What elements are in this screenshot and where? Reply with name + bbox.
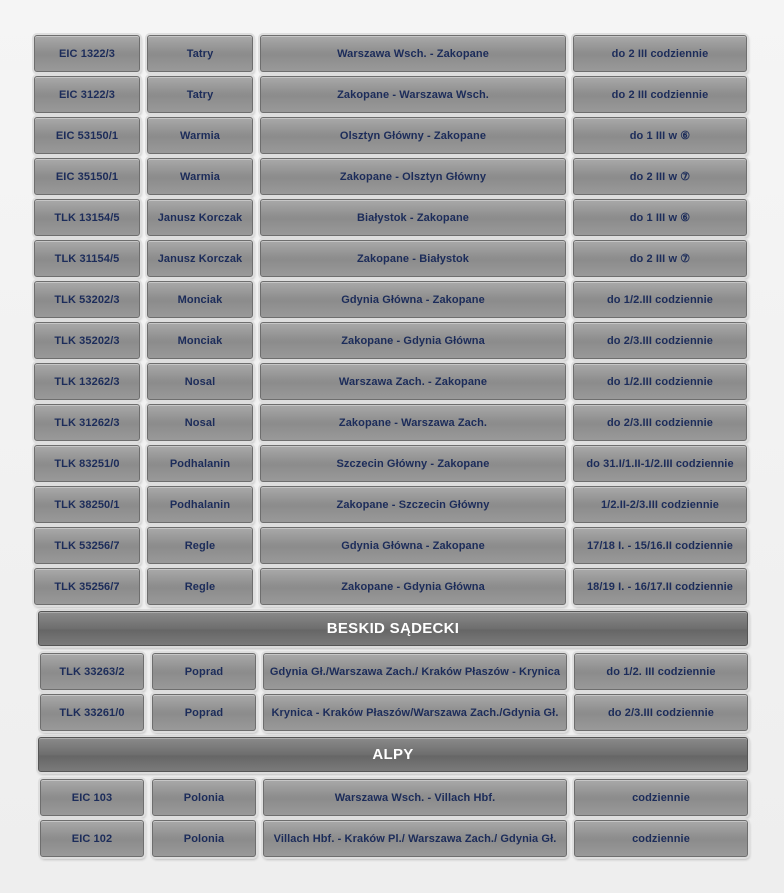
dates-cell: do 2/3.III codziennie — [573, 404, 747, 441]
beskid-sadecki-section — [31, 651, 751, 733]
route-cell: Zakopane - Gdynia Główna — [260, 568, 566, 605]
route-cell: Warszawa Zach. - Zakopane — [260, 363, 566, 400]
train-timetable — [31, 33, 751, 859]
dates-cell: do 2 III w ⑦ — [573, 158, 747, 195]
train-name-cell: Regle — [147, 527, 253, 564]
alpy-section — [31, 777, 751, 859]
table-row — [31, 115, 751, 156]
table-row — [31, 197, 751, 238]
route-cell: Zakopane - Gdynia Główna — [260, 322, 566, 359]
train-number-cell: TLK 13262/3 — [34, 363, 140, 400]
table-row — [31, 279, 751, 320]
dates-cell: codziennie — [574, 820, 748, 857]
train-name-cell: Warmia — [147, 117, 253, 154]
dates-cell: do 2 III codziennie — [573, 76, 747, 113]
train-number-cell: TLK 13154/5 — [34, 199, 140, 236]
route-cell: Zakopane - Warszawa Zach. — [260, 404, 566, 441]
table-row — [31, 651, 751, 692]
route-cell: Gdynia Główna - Zakopane — [260, 527, 566, 564]
dates-cell: do 2/3.III codziennie — [573, 322, 747, 359]
route-cell: Villach Hbf. - Kraków Pl./ Warszawa Zach./ Gdynia Gł. — [263, 820, 567, 857]
train-name-cell: Podhalanin — [147, 486, 253, 523]
route-cell: Olsztyn Główny - Zakopane — [260, 117, 566, 154]
table-row — [31, 74, 751, 115]
table-row — [31, 443, 751, 484]
dates-cell: do 2/3.III codziennie — [574, 694, 748, 731]
train-name-cell: Janusz Korczak — [147, 240, 253, 277]
table-row — [31, 156, 751, 197]
train-name-cell: Poprad — [152, 653, 256, 690]
route-cell: Gdynia Główna - Zakopane — [260, 281, 566, 318]
train-name-cell: Monciak — [147, 322, 253, 359]
train-number-cell: TLK 35256/7 — [34, 568, 140, 605]
dates-cell: do 1/2.III codziennie — [573, 281, 747, 318]
route-cell: Warszawa Wsch. - Villach Hbf. — [263, 779, 567, 816]
train-name-cell: Janusz Korczak — [147, 199, 253, 236]
train-name-cell: Polonia — [152, 779, 256, 816]
train-name-cell: Regle — [147, 568, 253, 605]
train-name-cell: Nosal — [147, 404, 253, 441]
train-number-cell: TLK 33261/0 — [40, 694, 144, 731]
train-number-cell: EIC 35150/1 — [34, 158, 140, 195]
route-cell: Zakopane - Warszawa Wsch. — [260, 76, 566, 113]
table-row — [31, 777, 751, 818]
train-number-cell: TLK 53202/3 — [34, 281, 140, 318]
table-row — [31, 320, 751, 361]
table-row — [31, 484, 751, 525]
route-cell: Gdynia Gł./Warszawa Zach./ Kraków Płaszów - Krynica — [263, 653, 567, 690]
dates-cell: do 1/2.III codziennie — [573, 363, 747, 400]
train-name-cell: Warmia — [147, 158, 253, 195]
train-number-cell: TLK 83251/0 — [34, 445, 140, 482]
dates-cell: do 31.I/1.II-1/2.III codziennie — [573, 445, 747, 482]
route-cell: Białystok - Zakopane — [260, 199, 566, 236]
dates-cell: do 2 III w ⑦ — [573, 240, 747, 277]
train-name-cell: Tatry — [147, 35, 253, 72]
train-number-cell: TLK 35202/3 — [34, 322, 140, 359]
train-number-cell: TLK 31154/5 — [34, 240, 140, 277]
dates-cell: 1/2.II-2/3.III codziennie — [573, 486, 747, 523]
train-number-cell: EIC 1322/3 — [34, 35, 140, 72]
table-row — [31, 402, 751, 443]
train-name-cell: Poprad — [152, 694, 256, 731]
train-number-cell: EIC 103 — [40, 779, 144, 816]
dates-cell: codziennie — [574, 779, 748, 816]
train-number-cell: EIC 102 — [40, 820, 144, 857]
train-name-cell: Tatry — [147, 76, 253, 113]
train-number-cell: TLK 33263/2 — [40, 653, 144, 690]
train-name-cell: Polonia — [152, 820, 256, 857]
section-header-alpy: ALPY — [38, 737, 748, 772]
train-name-cell: Podhalanin — [147, 445, 253, 482]
dates-cell: 18/19 I. - 16/17.II codziennie — [573, 568, 747, 605]
table-row — [31, 33, 751, 74]
dates-cell: do 2 III codziennie — [573, 35, 747, 72]
route-cell: Szczecin Główny - Zakopane — [260, 445, 566, 482]
table-row — [31, 238, 751, 279]
train-number-cell: EIC 3122/3 — [34, 76, 140, 113]
route-cell: Zakopane - Szczecin Główny — [260, 486, 566, 523]
table-row — [31, 692, 751, 733]
dates-cell: do 1 III w ⑥ — [573, 117, 747, 154]
dates-cell: do 1 III w ⑥ — [573, 199, 747, 236]
route-cell: Krynica - Kraków Płaszów/Warszawa Zach./Gdynia Gł. — [263, 694, 567, 731]
route-cell: Zakopane - Białystok — [260, 240, 566, 277]
section-header-beskid-sadecki: BESKID SĄDECKI — [38, 611, 748, 646]
train-number-cell: TLK 53256/7 — [34, 527, 140, 564]
table-row — [31, 361, 751, 402]
table-row — [31, 566, 751, 607]
table-row — [31, 818, 751, 859]
dates-cell: do 1/2. III codziennie — [574, 653, 748, 690]
dates-cell: 17/18 I. - 15/16.II codziennie — [573, 527, 747, 564]
train-number-cell: TLK 38250/1 — [34, 486, 140, 523]
route-cell: Zakopane - Olsztyn Główny — [260, 158, 566, 195]
main-section — [31, 33, 751, 607]
train-number-cell: TLK 31262/3 — [34, 404, 140, 441]
route-cell: Warszawa Wsch. - Zakopane — [260, 35, 566, 72]
table-row — [31, 525, 751, 566]
train-number-cell: EIC 53150/1 — [34, 117, 140, 154]
train-name-cell: Nosal — [147, 363, 253, 400]
train-name-cell: Monciak — [147, 281, 253, 318]
